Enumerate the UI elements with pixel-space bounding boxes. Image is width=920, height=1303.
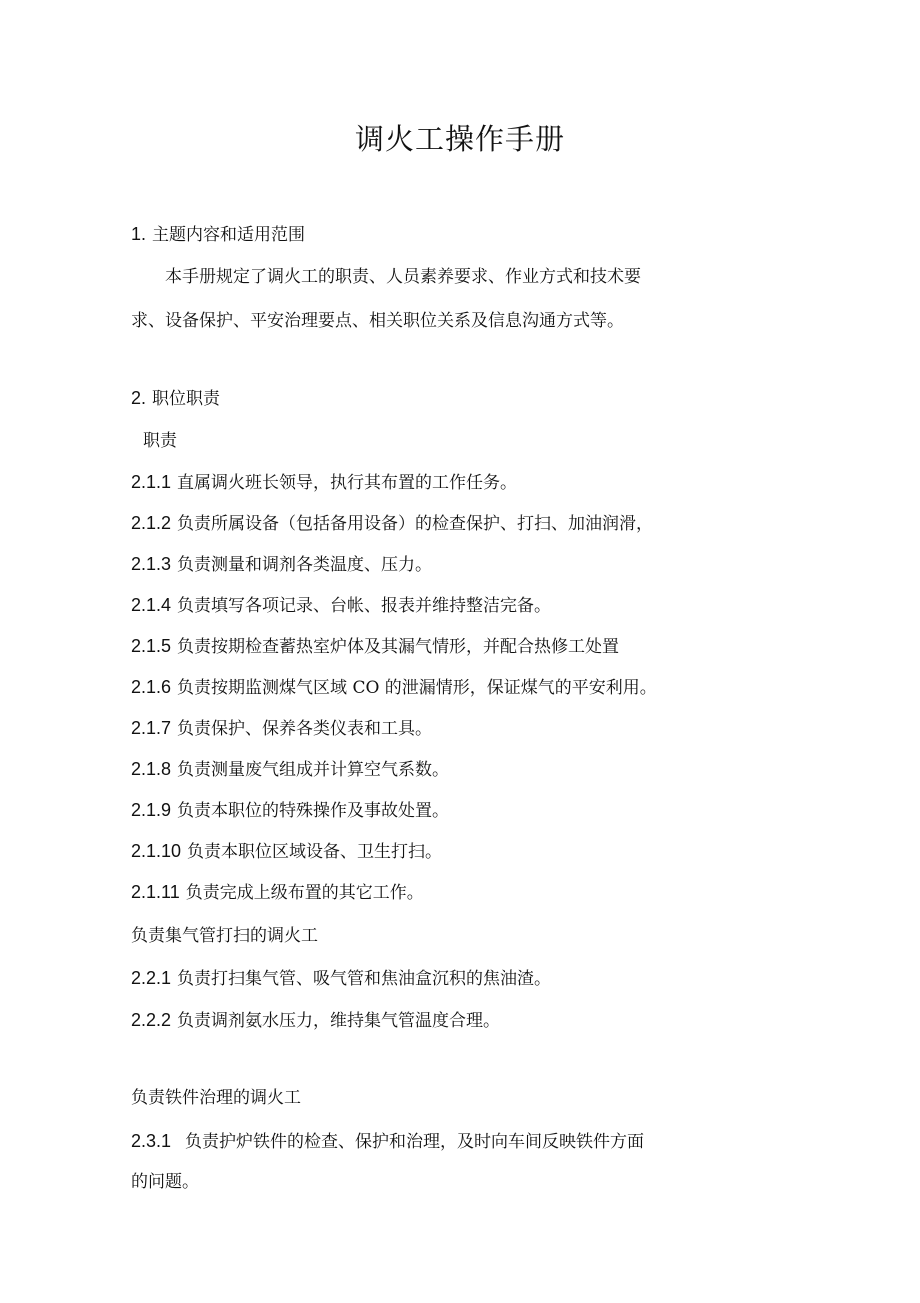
item-number: 2.1.6 bbox=[131, 677, 172, 697]
item-text: 负责按期检查蓄热室炉体及其漏气情形，并配合热修工处置 bbox=[177, 637, 620, 657]
paragraph-line: 本手册规定了调火工的职责、人员素养要求、作业方式和技术要 bbox=[165, 267, 641, 287]
item-text: 负责完成上级布置的其它工作。 bbox=[185, 883, 424, 903]
item-number: 2.1.7 bbox=[131, 718, 172, 738]
list-item bbox=[131, 840, 442, 863]
item-number: 2.1.10 bbox=[131, 841, 182, 861]
list-item bbox=[131, 1009, 500, 1032]
item-number: 2.1.2 bbox=[131, 513, 172, 533]
section-title: 主题内容和适用范围 bbox=[152, 225, 306, 245]
item-number: 2.1.1 bbox=[131, 472, 172, 492]
section-number: 1. bbox=[131, 224, 147, 244]
section-number: 2. bbox=[131, 388, 147, 408]
list-item bbox=[131, 799, 449, 822]
subsection-heading: 职责 bbox=[143, 431, 177, 451]
subsection-heading: 负责铁件治理的调火工 bbox=[131, 1088, 301, 1108]
item-text: 负责本职位的特殊操作及事故处置。 bbox=[177, 801, 450, 821]
item-text: 负责保护、保养各类仪表和工具。 bbox=[177, 719, 433, 739]
list-item bbox=[131, 594, 551, 617]
item-text: 负责测量废气组成并计算空气系数。 bbox=[177, 760, 450, 780]
paragraph-line: 求、设备保护、平安治理要点、相关职位关系及信息沟通方式等。 bbox=[131, 311, 624, 331]
item-number: 2.1.4 bbox=[131, 595, 172, 615]
item-text: 直属调火班长领导，执行其布置的工作任务。 bbox=[177, 473, 518, 493]
item-number: 2.2.2 bbox=[131, 1010, 172, 1030]
list-item bbox=[131, 512, 653, 535]
section-1-heading bbox=[131, 223, 305, 246]
item-number: 2.1.9 bbox=[131, 800, 172, 820]
item-text: 负责本职位区域设备、卫生打扫。 bbox=[187, 842, 443, 862]
item-text: 负责测量和调剂各类温度、压力。 bbox=[177, 555, 433, 575]
item-number: 2.1.8 bbox=[131, 759, 172, 779]
section-2-heading bbox=[131, 387, 220, 410]
document-title: 调火工操作手册 bbox=[354, 122, 565, 156]
item-number: 2.1.5 bbox=[131, 636, 172, 656]
list-item bbox=[131, 881, 424, 904]
item-text: 负责护炉铁件的检查、保护和治理，及时向车间反映铁件方面 bbox=[185, 1132, 645, 1152]
item-number: 2.1.3 bbox=[131, 554, 172, 574]
list-item bbox=[131, 717, 432, 740]
list-item bbox=[131, 967, 551, 990]
list-item bbox=[131, 635, 619, 658]
list-item bbox=[131, 553, 432, 576]
item-number: 2.1.11 bbox=[131, 882, 180, 902]
item-text: 负责按期监测煤气区域 CO 的泄漏情形，保证煤气的平安利用。 bbox=[177, 678, 657, 698]
item-number: 2.3.1 bbox=[131, 1131, 172, 1151]
section-title: 职位职责 bbox=[152, 389, 221, 409]
subsection-heading: 负责集气管打扫的调火工 bbox=[131, 926, 318, 946]
list-item bbox=[131, 1130, 644, 1153]
item-text: 负责填写各项记录、台帐、报表并维持整洁完备。 bbox=[177, 596, 552, 616]
list-item-continuation: 的问题。 bbox=[131, 1172, 199, 1192]
item-number: 2.2.1 bbox=[131, 968, 172, 988]
item-text: 负责打扫集气管、吸气管和焦油盒沉积的焦油渣。 bbox=[177, 969, 552, 989]
list-item bbox=[131, 758, 449, 781]
list-item bbox=[131, 471, 517, 494]
item-text: 负责所属设备（包括备用设备）的检查保护、打扫、加油润滑， bbox=[177, 514, 654, 534]
list-item bbox=[131, 676, 657, 699]
item-text: 负责调剂氨水压力，维持集气管温度合理。 bbox=[177, 1011, 501, 1031]
